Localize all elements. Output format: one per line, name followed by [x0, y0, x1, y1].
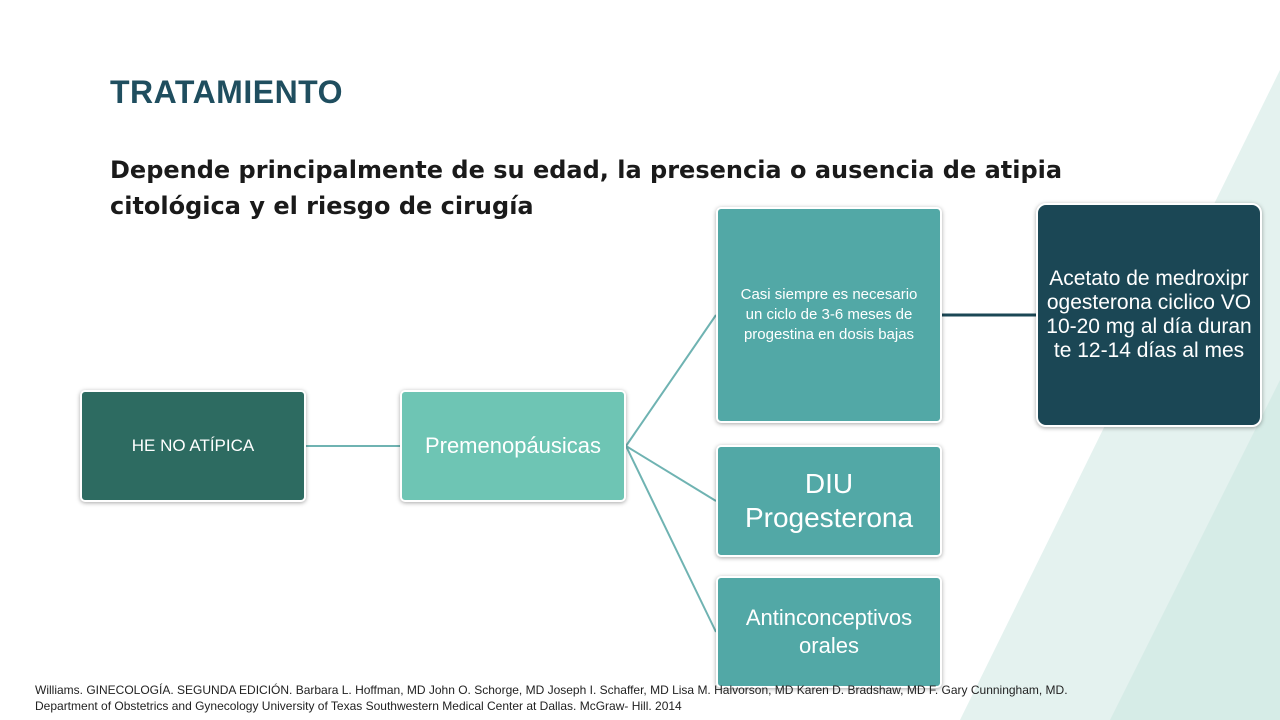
node-premenopausicas-label: Premenopáusicas	[424, 433, 602, 458]
node-progestina	[716, 207, 942, 423]
slide-title: TRATAMIENTO	[110, 74, 344, 110]
node-anticonceptivos-label: Antinconceptivos orales	[745, 605, 913, 658]
reference-line-1: Williams. GINECOLOGÍA. SEGUNDA EDICIÓN. Barbara L. Hoffman, MD John O. Schorge, MD Joseph I. Schaffer, MD Lisa M. Halvorson, MD Karen D. Bradshaw, MD F. Gary Cunningham, MD.	[35, 683, 1068, 697]
node-he-no-atipica	[80, 390, 306, 502]
node-progestina-label: Casi siempre es necesario un ciclo de 3-6 meses de progestina en dosis bajas	[740, 286, 918, 343]
node-he-no-atipica-label: HE NO ATÍPICA	[131, 436, 255, 455]
node-acetato-label: Acetato de medroxiprogesterona ciclico VO 10-20 mg al día durante 12-14 días al mes	[1046, 267, 1252, 362]
reference-citation	[35, 682, 1265, 714]
node-acetato-medroxiprogesterona	[1036, 203, 1262, 427]
node-diu-label: DIU Progesterona	[744, 468, 914, 533]
node-premenopausicas	[400, 390, 626, 502]
connector-premenopausicas-progestina	[626, 315, 716, 446]
slide-subtitle: Depende principalmente de su edad, la presencia o ausencia de atipia citológica y el riesgo de cirugía	[110, 156, 1063, 220]
node-diu-progesterona	[716, 445, 942, 557]
reference-line-2: Department of Obstetrics and Gynecology University of Texas Southwestern Medical Center at Dallas. McGraw- Hill. 2014	[35, 699, 682, 713]
node-anticonceptivos-orales	[716, 576, 942, 688]
